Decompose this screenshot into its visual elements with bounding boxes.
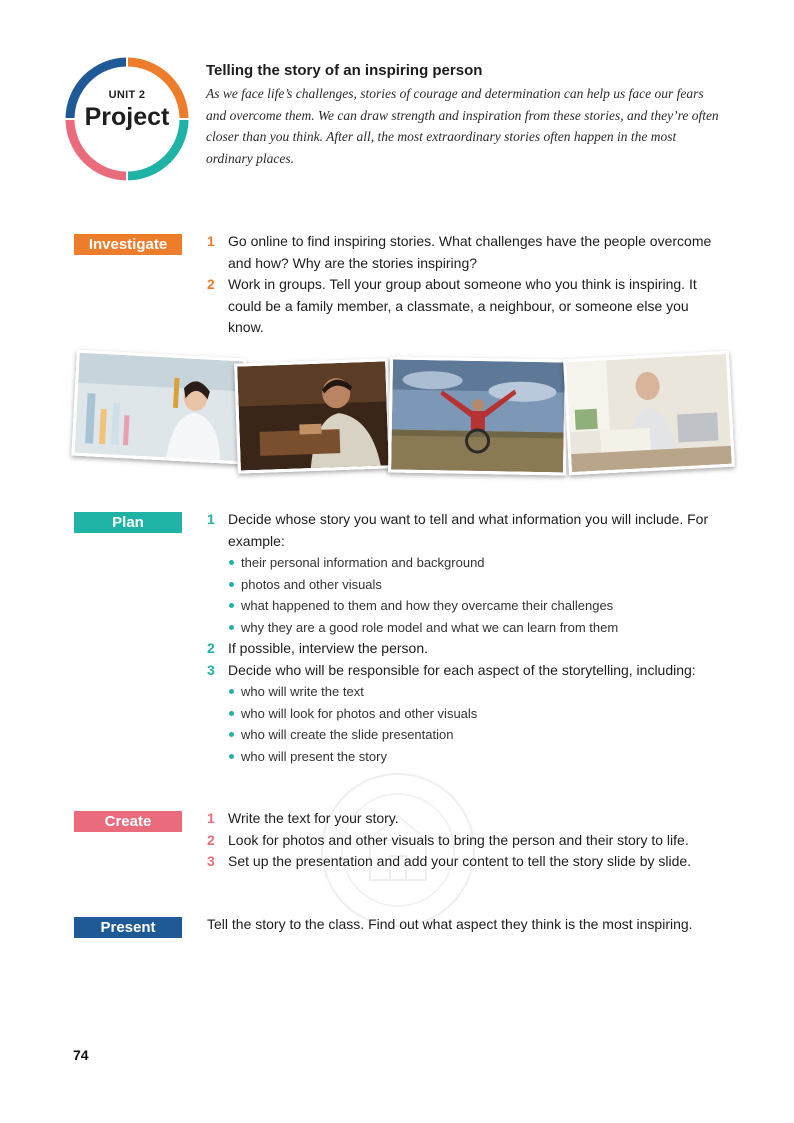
project-title: Project	[84, 103, 170, 131]
section-tag-create: Create	[74, 811, 182, 832]
item-number: 2	[207, 831, 215, 848]
item-text: If possible, interview the person.	[228, 640, 428, 656]
section-tag-plan: Plan	[74, 512, 182, 533]
list-item	[207, 808, 728, 830]
item-number: 2	[207, 276, 215, 292]
craftsman-photo	[234, 358, 392, 473]
list-item	[207, 830, 728, 852]
section-tag-investigate: Investigate	[74, 234, 182, 255]
item-text: Write the text for your story.	[228, 810, 399, 826]
list-item	[207, 509, 728, 638]
item-number: 1	[207, 511, 215, 527]
scientist-photo	[71, 350, 246, 465]
bullet-list	[228, 552, 728, 638]
elderly-reader-photo	[563, 351, 735, 476]
present-text: Tell the story to the class. Find out what aspect they think is the most inspiring.	[207, 916, 693, 932]
item-text: Decide whose story you want to tell and what information you will include. For example:	[228, 511, 709, 549]
list-item	[207, 660, 728, 768]
bullet-item: who will look for photos and other visuals	[228, 703, 728, 725]
list-item	[207, 231, 728, 274]
item-number: 3	[207, 853, 215, 869]
list-item	[207, 638, 728, 660]
list-item	[207, 851, 728, 873]
item-text: Go online to find inspiring stories. What challenges have the people overcome and how? Why are the stories inspiring?	[228, 233, 712, 271]
bullet-item: who will create the slide presentation	[228, 724, 728, 746]
item-number: 1	[207, 233, 215, 249]
intro-title: Telling the story of an inspiring person	[206, 62, 483, 79]
bullet-item: who will write the text	[228, 681, 728, 703]
wheelchair-athlete-photo	[388, 356, 568, 475]
page-number: 74	[73, 1047, 89, 1063]
bullet-item: why they are a good role model and what we can learn from them	[228, 617, 728, 639]
section-tag-present: Present	[74, 917, 182, 938]
item-text: Look for photos and other visuals to bring the person and their story to life.	[228, 831, 689, 848]
bullet-item: who will present the story	[228, 746, 728, 768]
list-item	[207, 274, 728, 339]
bullet-item: their personal information and background	[228, 552, 728, 574]
item-number: 3	[207, 661, 215, 678]
bullet-list	[228, 681, 728, 767]
unit-label: UNIT 2	[108, 89, 146, 101]
item-number: 1	[207, 810, 215, 826]
item-text: Work in groups. Tell your group about someone who you think is inspiring. It could be a family member, a classmate, a neighbour, or someone else you know.	[228, 276, 697, 335]
plan-list	[207, 509, 728, 767]
bullet-item: photos and other visuals	[228, 574, 728, 596]
intro-body: As we face life’s challenges, stories of courage and determination can help us face our fears and overcome them. We can draw strength and inspiration from these stories, and they’re often closer than you think. After all, the most extraordinary stories often happen in the most ordinary places.	[206, 86, 719, 166]
create-list	[207, 808, 728, 873]
item-number: 2	[207, 640, 215, 656]
investigate-list	[207, 231, 728, 339]
item-text: Decide who will be responsible for each aspect of the storytelling, including:	[228, 661, 696, 678]
item-text: Set up the presentation and add your content to tell the story slide by slide.	[228, 853, 692, 869]
bullet-item: what happened to them and how they overcame their challenges	[228, 595, 728, 617]
